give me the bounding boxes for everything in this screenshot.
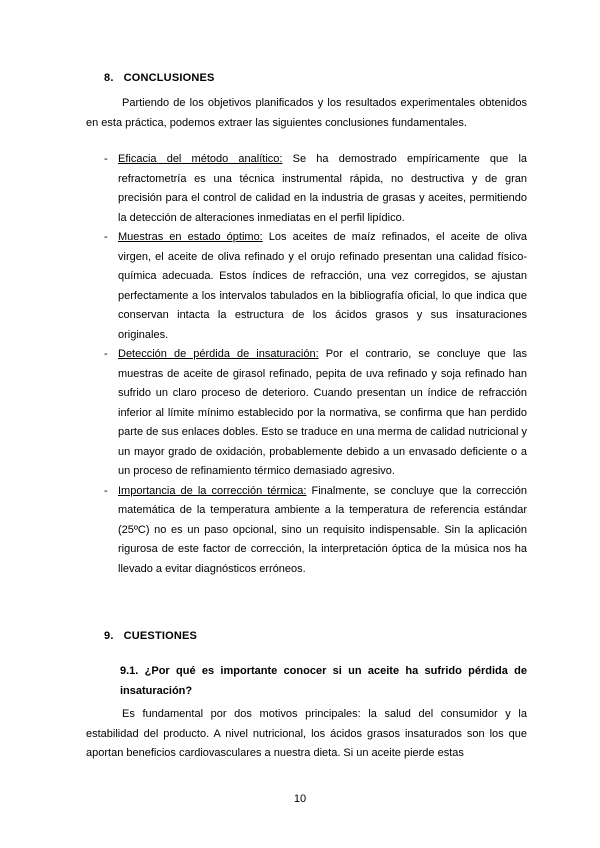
conclusion-text: Finalmente, se concluye que la corrección matemática de la temperatura ambiente a la temperatura de referencia estándar (25ºC) no es un paso opcional, sino un requisito indispensable. Sin la aplicación rigurosa de este factor de corrección, la interpretación óptica de la música nos ha llevado a evitar diagnósticos erróneos. xyxy=(118,484,528,575)
conclusion-label: Importancia de la corrección térmica: xyxy=(118,484,307,497)
section-8-intro-text: Partiendo de los objetivos planificados y los resultados experimentales obtenidos en esta práctica, podemos extraer las siguientes conclusiones fundamentales. xyxy=(86,97,527,129)
conclusion-item xyxy=(86,228,527,345)
answer-9-1-text: Es fundamental por dos motivos principales: la salud del consumidor y la estabilidad del producto. A nivel nutricional, los ácidos grasos insaturados son los que aportan beneficios cardiovasculares a nuestra dieta. Si un aceite pierde estas xyxy=(86,708,527,759)
section-8-intro xyxy=(86,94,527,133)
question-9-1: 9.1. ¿Por qué es importante conocer si un aceite ha sufrido pérdida de insaturación? xyxy=(120,665,527,697)
conclusion-item xyxy=(86,482,527,580)
conclusion-text: Los aceites de maíz refinados, el aceite de oliva virgen, el aceite de oliva refinado y el orujo refinado presentan una calidad físico-química adecuada. Estos índices de refracción, una vez corregidos, se ajustan perfectamente a los intervalos tabulados en la bibliografía oficial, lo que indica que conservan intacta la estructura de los ácidos grasos y sus insaturaciones originales. xyxy=(118,231,527,341)
conclusion-item xyxy=(86,345,527,482)
conclusion-label: Muestras en estado óptimo: xyxy=(118,231,263,243)
section-8-title: CONCLUSIONES xyxy=(123,72,215,84)
bullet-marker: - xyxy=(104,348,108,360)
conclusion-text: Por el contrario, se concluye que las muestras de aceite de girasol refinado, pepita de uva refinado y soja refinado han sufrido un claro proceso de deterioro. Cuando presentan un índice de refracción inferior al límite mínimo establecido por la normativa, se confirma que han perdido parte de sus enlaces dobles. Esto se traduce en una merma de calidad nutricional y un mayor grado de oxidación, probablemente debido a un envasado deficiente o a un proceso de refinamiento térmico demasiado agresivo. xyxy=(118,348,527,477)
section-9-heading xyxy=(104,630,197,642)
conclusion-label: Eficacia del método analítico: xyxy=(118,153,283,165)
section-9-title: CUESTIONES xyxy=(123,630,198,642)
conclusion-item xyxy=(86,150,527,228)
conclusion-label: Detección de pérdida de insaturación: xyxy=(118,348,319,360)
section-8-heading xyxy=(104,72,215,84)
conclusion-text: Se ha demostrado empíricamente que la refractometría es una técnica instrumental rápida, no destructiva y de gran precisión para el control de calidad en la industria de grasas y aceites, permitiendo la detección de alteraciones inmediatas en el perfil lipídico. xyxy=(118,153,527,224)
section-9-number: 9. xyxy=(104,630,114,642)
conclusions-list xyxy=(86,150,527,579)
bullet-marker: - xyxy=(104,153,108,165)
answer-9-1 xyxy=(86,705,527,764)
page-number: 10 xyxy=(293,793,307,805)
section-8-number: 8. xyxy=(104,72,114,84)
bullet-marker: - xyxy=(104,484,108,497)
bullet-marker: - xyxy=(104,231,108,243)
